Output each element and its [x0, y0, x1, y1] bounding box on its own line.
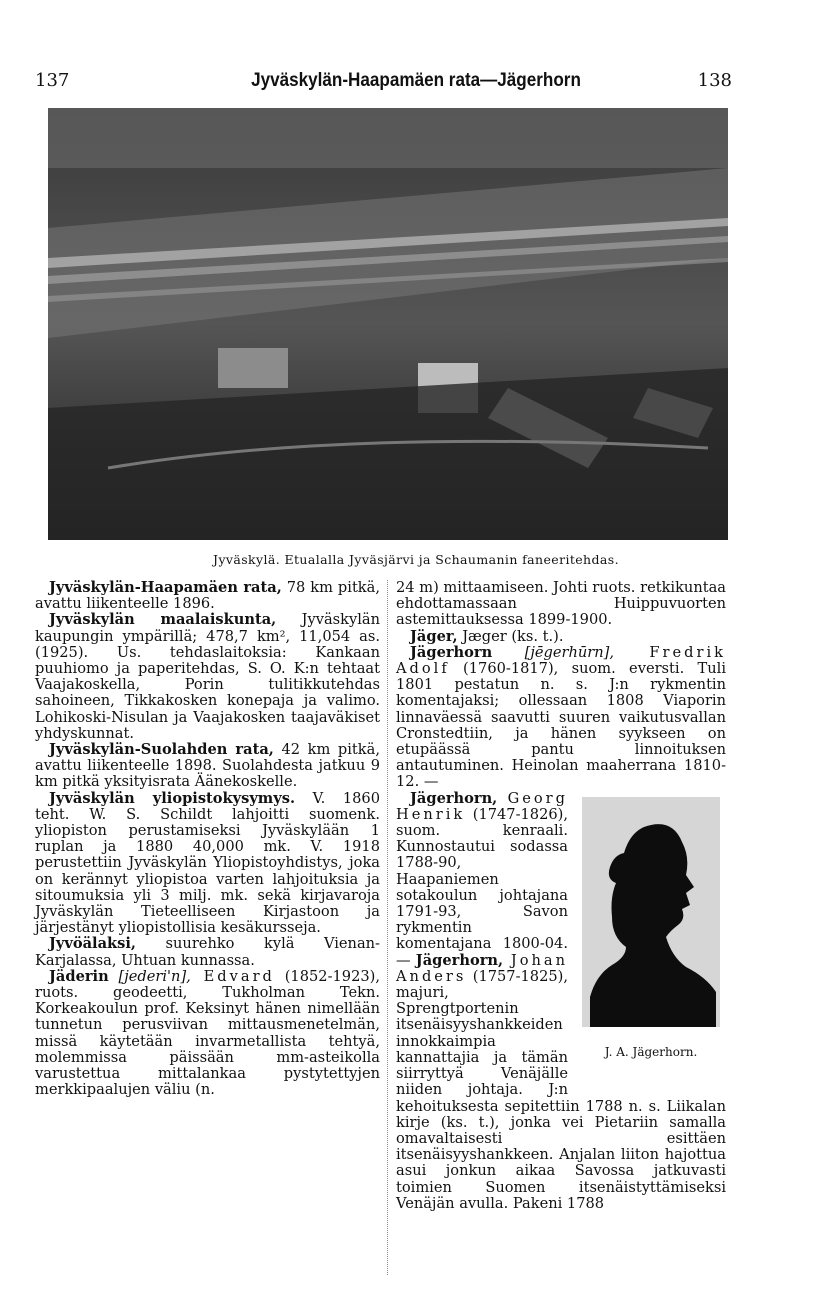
column-divider — [387, 580, 388, 1275]
entry — [35, 580, 380, 612]
entry-text: Jyväskylän kaupungin ympärillä; 478,7 km², 11,054 as. (1925). Us. tehdaslaitoksia: Kankaan puuhiomo ja paperitehdas, S. O. K:n tehtaat Vaajakoskella, Porin tulitikkutehdas sahoineen, Tikkakosken konepaja ja valimo. Lohikoski-Nisulan ja Vaajakosken taajaväkiset yhdyskunnat. — [35, 611, 380, 742]
entry-given-name: Edvard — [190, 967, 275, 985]
entry-continuation — [396, 580, 726, 629]
entry-headword: Jyväskylän maalaiskunta, — [49, 611, 277, 629]
entry-text: (1757-1825), majuri, Sprengtportenin itsenäisyyshankkeiden innokkaimpia kannattajia ja tämän siirryttyä Venäjälle niiden johtaja. J:n kehoituksesta sepitettiin 1788 n. s. Liikalan kirje (ks. t.), jonka vei Pietariin samalla omavaltaisesti esittäen itsenäisyyshankkeen. Anjalan liiton hajottua asui jonkun aikaa Savossa jatkuvasti toimien Suomen itsenäistyttämiseksi Venäjän avulla. Pakeni 1788 — [396, 967, 726, 1212]
page-number-right: 138 — [697, 70, 732, 91]
entry — [35, 612, 380, 742]
entry-text: 42 km pitkä, avattu liikenteelle 1898. Suolahdesta jatkuu 9 km pitkä yksityisrata Äänekoskelle. — [35, 741, 380, 791]
left-column — [35, 580, 380, 1099]
entry-pronunciation: [jēgerhūrn], — [492, 643, 614, 661]
entry-text: (1760-1817), suom. eversti. Tuli 1801 pestatun n. s. J:n rykmentin komentajaksi; ollessaan 1808 Viaporin linnaväessä saavutti suuren vaikutusvallan Cronstedtiin, ja hänen syykseen on etupäässä pantu linnoituksen antautuminen. Heinolan maaherrana 1810-12. — — [396, 660, 726, 791]
entry — [396, 645, 726, 791]
entry-text: (1852-1923), ruots. geodeetti, Tukholman Tekn. Korkeakoulun prof. Keksinyt hänen nimellään tunnetun perusviivan mittausmenetelmän, missä käytetään invarmetallista tehtyä, molemmissa päissään mm-asteikolla varustettua mittalankaa pystytettyjen merkkipaalujen väliu (n. — [35, 967, 380, 1099]
entry-headword: Jyvöälaksi, — [49, 935, 137, 953]
entry-headword: Jäger, — [410, 627, 458, 645]
entry-headword: Jägerhorn, — [410, 951, 504, 969]
entry-given-name: Johan Anders — [396, 951, 568, 985]
entry-headword: Jägerhorn — [410, 643, 493, 661]
entry — [35, 969, 380, 1099]
aerial-photo — [48, 108, 728, 540]
entry-text: 78 km pitkä, avattu liikenteelle 1896. — [35, 579, 380, 613]
portrait-silhouette — [582, 797, 720, 1027]
entry-text: 24 m) mittaamiseen. Johti ruots. retkikuntaa ehdottamassaan Huippuvuorten astemittauksessa 1899-1900. — [396, 579, 726, 629]
aerial-photo-graphic — [48, 108, 728, 540]
entry-text: V. 1860 teht. W. S. Schildt lahjoitti suomenk. yliopiston perustamiseksi Jyväskylään 1 ruplan ja 1880 40,000 mk. V. 1918 perustettiin Jyväskylän Yliopistoyhdistys, joka on kerännyt yliopistoa varten lahjoituksia ja sitoumuksia yli 3 milj. mk. sekä kirjavaroja Jyväskylän Tieteelliseen Kirjastoon ja järjestänyt yliopistollisia kesäkursseja. — [35, 789, 380, 937]
entry — [396, 629, 726, 645]
entry — [35, 791, 380, 937]
entry-headword: Jyväskylän-Suolahden rata, — [49, 741, 274, 759]
running-title: Jyväskylän-Haapamäen rata—Jägerhorn — [251, 70, 581, 91]
entry-text: (1747-1826), suom. kenraali. Kunnostautui sodassa 1788-90, Haapaniemen sotakoulun johtajana 1791-93, Savon rykmentin komentajana 1800-04. — — [396, 805, 568, 969]
entry-text: Jæger (ks. t.). — [457, 627, 564, 645]
photo-caption: Jyväskylä. Etualalla Jyväsjärvi ja Schaumanin faneeritehdas. — [213, 552, 619, 567]
entry — [35, 742, 380, 791]
entry-run — [396, 791, 726, 1212]
page-number-left: 137 — [35, 70, 70, 91]
portrait-caption: J. A. Jägerhorn. — [604, 1044, 698, 1059]
silhouette-graphic — [582, 797, 720, 1027]
entry-headword: Jyväskylän yliopistokysymys. — [49, 789, 296, 807]
entry-given-name: Fredrik Adolf — [396, 643, 726, 678]
page-header — [0, 70, 832, 100]
entry-pronunciation: [jederi'n], — [108, 967, 191, 985]
entry-given-name: Georg Henrik — [396, 789, 568, 823]
entry-headword: Jäderin — [49, 967, 109, 985]
portrait-figure — [576, 797, 726, 1092]
entry-headword: Jägerhorn, — [410, 789, 498, 807]
entry-headword: Jyväskylän-Haapamäen rata, — [49, 579, 282, 596]
entry-text: suurehko kylä Vienan-Karjalassa, Uhtuan kunnassa. — [35, 935, 380, 969]
entry — [35, 936, 380, 968]
right-column — [396, 580, 726, 1212]
